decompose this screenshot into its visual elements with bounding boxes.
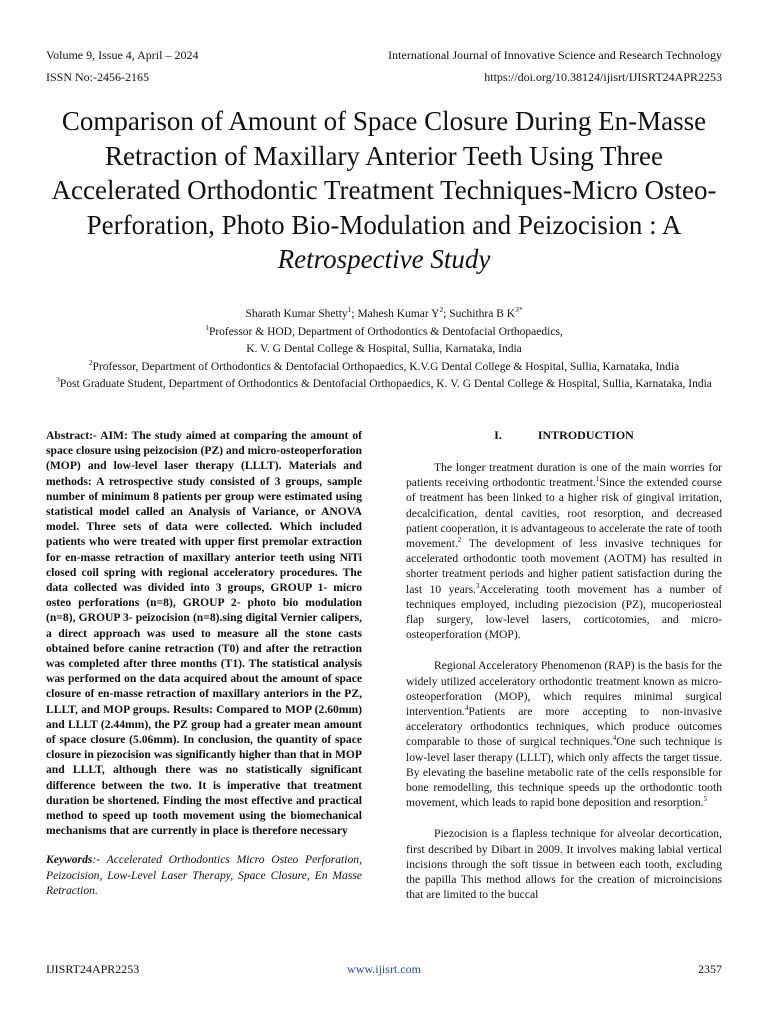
- p2-part-a: Regional Acceleratory Phenomenon (RAP) is the basis for the widely utilized acceleratory orthodontic treatment known as micro-osteoperforation (MOP), which requires minimal surgical intervention.: [406, 659, 722, 719]
- p2-part-c: One such technique is low-level laser therapy (LLLT), which only affects the target tissue. By elevating the baseline metabolic rate of the cells responsible for bone remodelling, this technique speeds up the orthodontic tooth movement, which leads to rapid bone deposition and resorption.: [406, 735, 722, 810]
- section-heading: [406, 428, 722, 443]
- affiliation-2: [46, 359, 722, 377]
- affiliation-3: [46, 376, 722, 394]
- abstract: Abstract:- AIM: The study aimed at comparing the amount of space closure using peizocision (PZ) and micro-osteoperforation (MOP) and low-level laser therapy (LLLT). Materials and methods: A retrospective study consisted of 3 groups, sample number of minimum 8 patients per group were estimated using statistical model called an Analysis of Variance, or ANOVA model. Three sets of data were collected. Which included patients who were treated with upper first premolar extraction for en-masse retraction of maxillary anterior teeth using NiTi closed coil spring with regional acceleratory procedures. The data collected was divided into 3 groups, GROUP 1- micro osteo perforations (n=8), GROUP 2- photo bio modulation (n=8), GROUP 3- peizocision (n=8).sing digital Vernier calipers, a direct approach was used to measure all the stone casts obtained before canine retraction (T0) and after the retraction was completed after three months (T1). The statistical analysis was performed on the data acquired about the amount of space closure of en-masse retraction of maxillary anteriors in the PZ, LLLT, and MOP groups. Results: Compared to MOP (2.60mm) and LLLT (2.44mm), the PZ group had a greater mean amount of space closure (5.06mm). In conclusion, the quantity of space closure in piezocision was significantly higher than that in MOP and LLLT, although there was no statistically significant difference between the two. It is imperative that treatment duration be shortened. Finding the most effective and practical method to speed up tooth movement using the biomechanical mechanisms that are currently in place is therefore necessary: [46, 429, 362, 838]
- author-2: ; Mahesh Kumar Y: [351, 308, 440, 320]
- citation-3: 3: [476, 581, 480, 590]
- author-3: ; Suchithra B K: [443, 308, 516, 320]
- footer-site-link[interactable]: www.ijisrt.com: [347, 962, 421, 976]
- p1-part-b: Since the extended course of treatment has been linked to a higher risk of gingival irritation, decalcification, dental cavities, root resorption, and decreased patient cooperation, it is advantageous to accelerate the rate of tooth movement.: [406, 476, 722, 551]
- intro-paragraph-3: Piezocision is a flapless technique for alveolar decortication, first described by Dibart in 2009. It involves making labial vertical incisions through the soft tissue in between each tooth, excluding the papilla This method allows for the creation of microincisions that are limited to the buccal: [406, 827, 722, 902]
- header-journal: International Journal of Innovative Science and Research Technology: [388, 48, 722, 62]
- p1-part-c: The development of less invasive techniques for accelerated orthodontic tooth movement (AOTM) has resulted in shorter treatment periods and higher patient satisfaction during the last 10 years.: [406, 537, 722, 596]
- affiliation-3-sup: 3: [56, 375, 60, 385]
- affiliation-1-line-1: Professor & HOD, Department of Orthodontics & Dentofacial Orthopaedics,: [208, 325, 563, 338]
- p1-part-d: Accelerating tooth movement has a number of techniques employed, including piezocision (PZ), mucoperiosteal flap surgery, low-level lasers, corticotomies, and micro-osteoperforation (MOP).: [406, 582, 722, 642]
- affiliation-3-text: Post Graduate Student, Department of Orthodontics & Dentofacial Orthopaedics, K. V. G Dental College & Hospital, Sullia, Karnataka, India: [59, 378, 712, 390]
- affiliation-2-text: Professor, Department of Orthodontics & Dentofacial Orthopaedics, K.V.G Dental College & Hospital, Sullia, Karnataka, India: [92, 360, 680, 373]
- keywords-label: Keywords: [46, 853, 93, 867]
- author-block: [46, 306, 722, 394]
- author-2-sup: 2: [439, 305, 444, 315]
- citation-2: 2: [457, 536, 462, 545]
- p2-part-b: Patients are more accepting to non-invasive acceleratory orthodontics techniques, which produce outcomes comparable to those of surgical techniques.: [406, 705, 722, 749]
- paper-title-italic: Retrospective Study: [277, 244, 491, 274]
- keywords: [46, 852, 362, 898]
- intro-paragraph-2: [406, 658, 722, 810]
- right-column: [406, 428, 722, 918]
- author-1-sup: 1: [347, 305, 352, 315]
- intro-paragraph-1: [406, 460, 722, 642]
- author-3-sup: 3*: [515, 305, 523, 315]
- p1-part-a: The longer treatment duration is one of the main worries for patients receiving orthodontic treatment.: [406, 461, 722, 490]
- keywords-text: :- Accelerated Orthodontics Micro Osteo Perforation, Peizocision, Low-Level Laser Therapy, Space Closure, En Masse Retraction.: [46, 853, 362, 897]
- affiliation-1-sup: 1: [205, 322, 209, 332]
- paper-title: [40, 104, 728, 277]
- affiliation-1: [46, 324, 722, 342]
- footer-page-number: 2357: [698, 962, 722, 976]
- left-column: [46, 428, 362, 898]
- author-1: Sharath Kumar Shetty: [245, 308, 348, 320]
- section-number: I.: [494, 428, 502, 442]
- affiliation-1-line-2: K. V. G Dental College & Hospital, Sullia, Karnataka, India: [246, 343, 522, 355]
- citation-1: 1: [595, 475, 600, 484]
- citation-4a: 4: [464, 704, 469, 713]
- header-doi[interactable]: https://doi.org/10.38124/ijisrt/IJISRT24APR2253: [484, 70, 722, 84]
- citation-4b: 4: [612, 734, 617, 743]
- affiliation-2-sup: 2: [88, 357, 93, 367]
- citation-5: 5: [703, 795, 708, 804]
- section-title: INTRODUCTION: [537, 428, 634, 442]
- author-list: [46, 306, 722, 324]
- footer-id: IJISRT24APR2253: [46, 962, 140, 976]
- paper-title-main: Comparison of Amount of Space Closure During En-Masse Retraction of Maxillary Anterior Teeth Using Three Accelerated Orthodontic Treatment Techniques-Micro Osteo-Perforation, Photo Bio-Modulation and Peizocision : A: [51, 106, 717, 240]
- header-volume: Volume 9, Issue 4, April – 2024: [46, 48, 199, 62]
- header-issn: ISSN No:-2456-2165: [46, 70, 150, 84]
